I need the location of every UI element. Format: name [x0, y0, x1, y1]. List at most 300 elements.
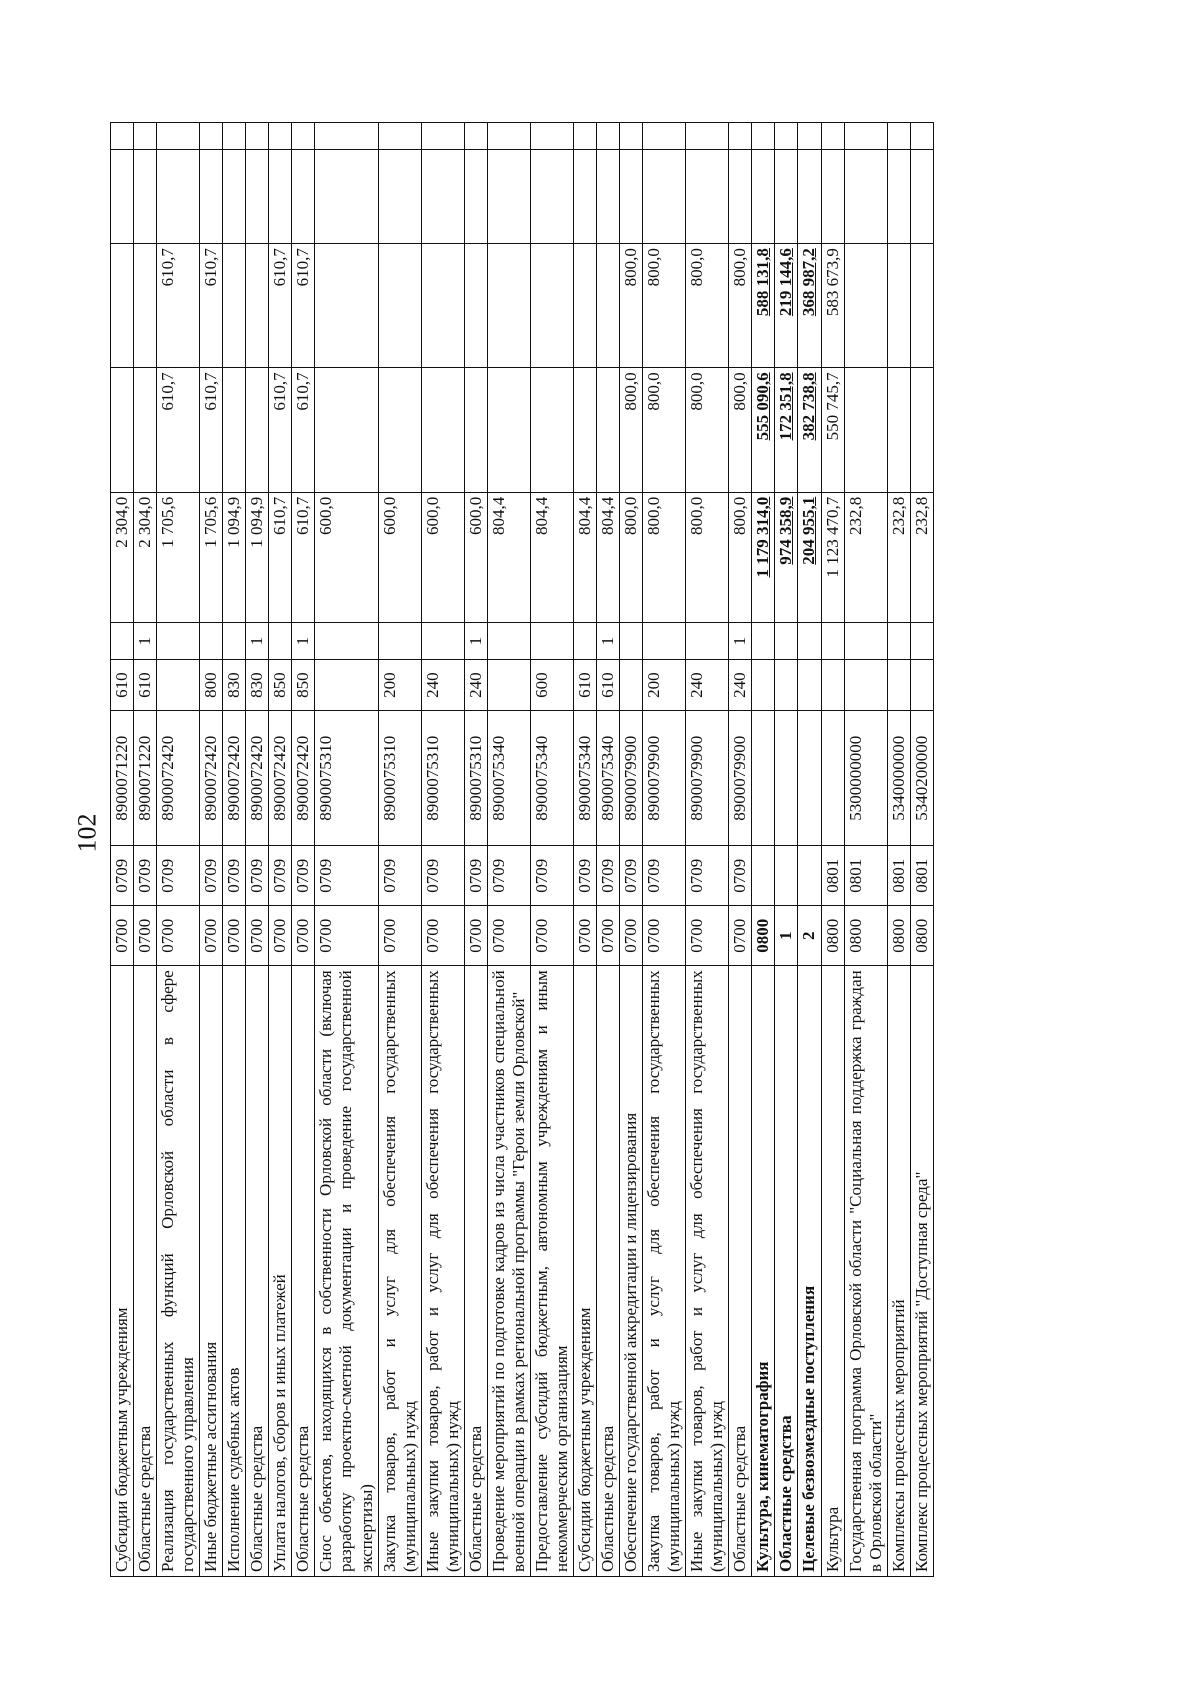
- cell-amount-year2: 172 351,8: [775, 368, 798, 492]
- cell-name: Иные бюджетные ассигнования: [200, 966, 223, 1577]
- cell-amount-year2: [573, 368, 596, 492]
- cell-name: Областные средства: [775, 966, 798, 1577]
- cell-razdel: 0700: [530, 906, 573, 966]
- cell-amount-year1: 800,0: [686, 492, 729, 623]
- cell-source: [421, 623, 464, 659]
- cell-empty: [530, 123, 573, 150]
- table-row: [134, 123, 157, 1577]
- cell-razdel: 0800: [887, 906, 910, 966]
- cell-amount-year3: [910, 244, 933, 368]
- cell-empty: [729, 123, 752, 150]
- table-row: [200, 123, 223, 1577]
- cell-name: Целевые безвозмездные поступления: [798, 966, 821, 1577]
- cell-expense-type: [752, 659, 775, 710]
- cell-source: [223, 623, 246, 659]
- cell-source: [887, 623, 910, 659]
- cell-name: Реализация государственных функций Орловской области в сфере государственного управления: [157, 966, 200, 1577]
- cell-razdel: 0700: [729, 906, 752, 966]
- cell-amount-year2: [315, 368, 378, 492]
- table-row: [111, 123, 134, 1577]
- cell-razdel: 0700: [421, 906, 464, 966]
- cell-razdel: 0700: [464, 906, 487, 966]
- cell-name: Субсидии бюджетным учреждениям: [573, 966, 596, 1577]
- cell-amount-year1: 804,4: [597, 492, 620, 623]
- cell-source: 1: [134, 623, 157, 659]
- cell-razdel: 0700: [686, 906, 729, 966]
- cell-expense-type: [487, 659, 530, 710]
- table-row: [752, 123, 775, 1577]
- cell-source: [775, 623, 798, 659]
- cell-podrazdel: 0709: [597, 846, 620, 906]
- cell-amount-year1: 800,0: [620, 492, 643, 623]
- cell-target-article: 8900079900: [620, 711, 643, 846]
- cell-source: [752, 623, 775, 659]
- cell-name: Комплекс процессных мероприятий "Доступная среда": [910, 966, 933, 1577]
- cell-razdel: 0700: [157, 906, 200, 966]
- cell-razdel: 0700: [223, 906, 246, 966]
- cell-target-article: 8900079900: [686, 711, 729, 846]
- cell-empty: [844, 149, 887, 243]
- cell-source: 1: [729, 623, 752, 659]
- cell-name: Областные средства: [597, 966, 620, 1577]
- cell-source: [200, 623, 223, 659]
- cell-target-article: 8900071220: [134, 711, 157, 846]
- cell-razdel: 0800: [821, 906, 844, 966]
- cell-amount-year1: 974 358,9: [775, 492, 798, 623]
- cell-amount-year2: [910, 368, 933, 492]
- cell-name: Предоставление субсидий бюджетным, автономным учреждениям и иным некоммерческим организациям: [530, 966, 573, 1577]
- cell-amount-year1: 600,0: [315, 492, 378, 623]
- cell-target-article: 8900072420: [200, 711, 223, 846]
- cell-source: [111, 623, 134, 659]
- cell-empty: [887, 149, 910, 243]
- cell-target-article: 8900071220: [111, 711, 134, 846]
- cell-name: Областные средства: [134, 966, 157, 1577]
- table-row: [729, 123, 752, 1577]
- cell-amount-year3: [573, 244, 596, 368]
- cell-empty: [910, 149, 933, 243]
- table-row: [573, 123, 596, 1577]
- cell-name: Культура, кинематография: [752, 966, 775, 1577]
- cell-expense-type: 240: [729, 659, 752, 710]
- cell-empty: [686, 123, 729, 150]
- cell-amount-year3: [134, 244, 157, 368]
- cell-amount-year1: 1 179 314,0: [752, 492, 775, 623]
- table-row: [643, 123, 686, 1577]
- table-row: [223, 123, 246, 1577]
- cell-podrazdel: 0709: [157, 846, 200, 906]
- cell-amount-year3: 610,7: [269, 244, 292, 368]
- cell-empty: [111, 149, 134, 243]
- cell-target-article: 8900072420: [292, 711, 315, 846]
- cell-amount-year3: 219 144,6: [775, 244, 798, 368]
- cell-amount-year3: 800,0: [620, 244, 643, 368]
- cell-name: Проведение мероприятий по подготовке кадров из числа участников специальной военной операции в рамках региональной программы "Герои земли Орловской": [487, 966, 530, 1577]
- cell-target-article: [775, 711, 798, 846]
- cell-empty: [223, 149, 246, 243]
- cell-amount-year1: 610,7: [269, 492, 292, 623]
- cell-target-article: [752, 711, 775, 846]
- table-row: [775, 123, 798, 1577]
- cell-razdel: 0700: [597, 906, 620, 966]
- cell-empty: [246, 149, 269, 243]
- cell-source: [573, 623, 596, 659]
- cell-amount-year2: [844, 368, 887, 492]
- table-row: [844, 123, 887, 1577]
- cell-name: Государственная программа Орловской области "Социальная поддержка граждан в Орловской области": [844, 966, 887, 1577]
- cell-razdel: 0700: [573, 906, 596, 966]
- cell-expense-type: 800: [200, 659, 223, 710]
- cell-razdel: 0700: [620, 906, 643, 966]
- cell-name: Комплексы процессных мероприятий: [887, 966, 910, 1577]
- cell-amount-year3: [597, 244, 620, 368]
- cell-podrazdel: 0709: [246, 846, 269, 906]
- cell-podrazdel: 0709: [620, 846, 643, 906]
- cell-empty: [729, 149, 752, 243]
- table-row: [157, 123, 200, 1577]
- cell-razdel: 0700: [269, 906, 292, 966]
- cell-amount-year1: 1 094,9: [223, 492, 246, 623]
- cell-razdel: 0700: [378, 906, 421, 966]
- cell-razdel: 0800: [910, 906, 933, 966]
- cell-empty: [157, 123, 200, 150]
- cell-amount-year3: [530, 244, 573, 368]
- cell-name: Субсидии бюджетным учреждениям: [111, 966, 134, 1577]
- cell-podrazdel: 0709: [378, 846, 421, 906]
- cell-name: Культура: [821, 966, 844, 1577]
- cell-name: Закупка товаров, работ и услуг для обеспечения государственных (муниципальных) нужд: [378, 966, 421, 1577]
- table-row: [487, 123, 530, 1577]
- cell-expense-type: [775, 659, 798, 710]
- cell-target-article: [798, 711, 821, 846]
- cell-target-article: 8900075310: [315, 711, 378, 846]
- cell-source: [269, 623, 292, 659]
- cell-amount-year1: 1 705,6: [200, 492, 223, 623]
- cell-target-article: 8900079900: [729, 711, 752, 846]
- cell-amount-year3: 800,0: [686, 244, 729, 368]
- budget-table-rotated: [110, 122, 1000, 1577]
- cell-amount-year3: 800,0: [729, 244, 752, 368]
- cell-podrazdel: [775, 846, 798, 906]
- cell-empty: [378, 149, 421, 243]
- cell-expense-type: 830: [246, 659, 269, 710]
- cell-empty: [686, 149, 729, 243]
- cell-target-article: 8900075310: [464, 711, 487, 846]
- cell-empty: [269, 149, 292, 243]
- cell-amount-year3: [844, 244, 887, 368]
- table-row: [421, 123, 464, 1577]
- cell-amount-year2: 550 745,7: [821, 368, 844, 492]
- cell-expense-type: 610: [111, 659, 134, 710]
- cell-amount-year2: 610,7: [292, 368, 315, 492]
- cell-razdel: 0700: [643, 906, 686, 966]
- cell-empty: [887, 123, 910, 150]
- cell-expense-type: 240: [464, 659, 487, 710]
- cell-amount-year3: [421, 244, 464, 368]
- cell-amount-year1: 204 955,1: [798, 492, 821, 623]
- cell-razdel: 0700: [292, 906, 315, 966]
- cell-razdel: 1: [775, 906, 798, 966]
- cell-podrazdel: [752, 846, 775, 906]
- cell-podrazdel: 0801: [844, 846, 887, 906]
- cell-amount-year3: [111, 244, 134, 368]
- cell-amount-year3: 588 131,8: [752, 244, 775, 368]
- cell-empty: [246, 123, 269, 150]
- cell-empty: [752, 149, 775, 243]
- cell-source: [643, 623, 686, 659]
- page-number: 102: [72, 813, 102, 853]
- cell-empty: [844, 123, 887, 150]
- cell-source: [487, 623, 530, 659]
- cell-empty: [157, 149, 200, 243]
- cell-source: [530, 623, 573, 659]
- cell-expense-type: 240: [686, 659, 729, 710]
- cell-empty: [487, 149, 530, 243]
- cell-empty: [315, 123, 378, 150]
- cell-amount-year2: [134, 368, 157, 492]
- cell-podrazdel: 0709: [686, 846, 729, 906]
- cell-source: [821, 623, 844, 659]
- cell-amount-year2: [487, 368, 530, 492]
- cell-empty: [597, 149, 620, 243]
- table-row: [686, 123, 729, 1577]
- cell-target-article: [821, 711, 844, 846]
- cell-expense-type: 200: [643, 659, 686, 710]
- cell-podrazdel: 0709: [530, 846, 573, 906]
- table-row: [378, 123, 421, 1577]
- cell-target-article: 8900072420: [223, 711, 246, 846]
- table-row: [620, 123, 643, 1577]
- cell-empty: [573, 123, 596, 150]
- cell-razdel: 0700: [134, 906, 157, 966]
- cell-empty: [620, 149, 643, 243]
- cell-amount-year1: 804,4: [487, 492, 530, 623]
- cell-empty: [775, 149, 798, 243]
- cell-amount-year2: 800,0: [643, 368, 686, 492]
- cell-amount-year1: 1 094,9: [246, 492, 269, 623]
- cell-empty: [775, 123, 798, 150]
- cell-amount-year3: [246, 244, 269, 368]
- cell-amount-year1: 600,0: [421, 492, 464, 623]
- cell-empty: [573, 149, 596, 243]
- cell-amount-year2: [111, 368, 134, 492]
- cell-amount-year2: 610,7: [269, 368, 292, 492]
- budget-table: [110, 122, 934, 1577]
- cell-amount-year2: [421, 368, 464, 492]
- cell-source: [844, 623, 887, 659]
- cell-expense-type: 850: [292, 659, 315, 710]
- table-row: [798, 123, 821, 1577]
- cell-target-article: 5340000000: [887, 711, 910, 846]
- table-row: [821, 123, 844, 1577]
- cell-empty: [620, 123, 643, 150]
- cell-empty: [315, 149, 378, 243]
- table-row: [269, 123, 292, 1577]
- cell-podrazdel: 0709: [315, 846, 378, 906]
- cell-source: [157, 623, 200, 659]
- cell-amount-year2: [464, 368, 487, 492]
- cell-podrazdel: 0801: [887, 846, 910, 906]
- cell-expense-type: [157, 659, 200, 710]
- cell-razdel: 2: [798, 906, 821, 966]
- cell-empty: [223, 123, 246, 150]
- cell-amount-year3: [378, 244, 421, 368]
- cell-amount-year3: 610,7: [292, 244, 315, 368]
- cell-name: Иные закупки товаров, работ и услуг для обеспечения государственных (муниципальных) нужд: [421, 966, 464, 1577]
- cell-empty: [200, 123, 223, 150]
- cell-empty: [292, 123, 315, 150]
- cell-razdel: 0700: [111, 906, 134, 966]
- cell-amount-year2: [887, 368, 910, 492]
- cell-amount-year2: 800,0: [620, 368, 643, 492]
- table-row: [246, 123, 269, 1577]
- cell-target-article: 5340200000: [910, 711, 933, 846]
- table-row: [910, 123, 933, 1577]
- cell-amount-year1: 610,7: [292, 492, 315, 623]
- cell-empty: [464, 149, 487, 243]
- cell-source: [798, 623, 821, 659]
- cell-amount-year2: 800,0: [686, 368, 729, 492]
- cell-source: 1: [246, 623, 269, 659]
- cell-podrazdel: 0709: [421, 846, 464, 906]
- cell-expense-type: [887, 659, 910, 710]
- cell-razdel: 0700: [246, 906, 269, 966]
- cell-amount-year2: 555 090,6: [752, 368, 775, 492]
- cell-amount-year1: 804,4: [530, 492, 573, 623]
- cell-name: Снос объектов, находящихся в собственности Орловской области (включая разработку проектно-сметной документации и проведение государственной экспертизы): [315, 966, 378, 1577]
- cell-empty: [530, 149, 573, 243]
- cell-empty: [200, 149, 223, 243]
- cell-empty: [643, 149, 686, 243]
- cell-empty: [292, 149, 315, 243]
- cell-expense-type: 830: [223, 659, 246, 710]
- cell-source: [378, 623, 421, 659]
- cell-name: Обеспечение государственной аккредитации и лицензирования: [620, 966, 643, 1577]
- cell-expense-type: [315, 659, 378, 710]
- cell-target-article: 8900079900: [643, 711, 686, 846]
- cell-target-article: 8900075310: [421, 711, 464, 846]
- cell-expense-type: [798, 659, 821, 710]
- cell-amount-year1: 600,0: [378, 492, 421, 623]
- cell-empty: [269, 123, 292, 150]
- cell-name: Исполнение судебных актов: [223, 966, 246, 1577]
- cell-podrazdel: 0709: [223, 846, 246, 906]
- cell-source: [620, 623, 643, 659]
- cell-podrazdel: 0709: [111, 846, 134, 906]
- cell-source: 1: [597, 623, 620, 659]
- cell-amount-year2: 382 738,8: [798, 368, 821, 492]
- cell-expense-type: 610: [597, 659, 620, 710]
- table-row: [597, 123, 620, 1577]
- cell-empty: [798, 123, 821, 150]
- cell-empty: [821, 123, 844, 150]
- cell-source: [910, 623, 933, 659]
- cell-expense-type: 200: [378, 659, 421, 710]
- cell-name: Областные средства: [292, 966, 315, 1577]
- cell-amount-year3: [464, 244, 487, 368]
- cell-empty: [752, 123, 775, 150]
- cell-razdel: 0700: [200, 906, 223, 966]
- cell-source: [686, 623, 729, 659]
- cell-amount-year1: 232,8: [844, 492, 887, 623]
- cell-razdel: 0800: [844, 906, 887, 966]
- cell-podrazdel: [798, 846, 821, 906]
- cell-expense-type: [620, 659, 643, 710]
- table-row: [530, 123, 573, 1577]
- cell-name: Иные закупки товаров, работ и услуг для обеспечения государственных (муниципальных) нужд: [686, 966, 729, 1577]
- cell-target-article: 8900072420: [246, 711, 269, 846]
- cell-razdel: 0700: [315, 906, 378, 966]
- cell-target-article: 8900075340: [530, 711, 573, 846]
- cell-expense-type: 610: [134, 659, 157, 710]
- cell-amount-year3: 583 673,9: [821, 244, 844, 368]
- cell-expense-type: [844, 659, 887, 710]
- cell-razdel: 0700: [487, 906, 530, 966]
- cell-podrazdel: 0709: [200, 846, 223, 906]
- table-row: [887, 123, 910, 1577]
- cell-amount-year1: 600,0: [464, 492, 487, 623]
- cell-amount-year2: [530, 368, 573, 492]
- cell-name: Областные средства: [246, 966, 269, 1577]
- cell-podrazdel: 0801: [821, 846, 844, 906]
- cell-target-article: 8900072420: [157, 711, 200, 846]
- cell-expense-type: 600: [530, 659, 573, 710]
- cell-amount-year1: 232,8: [887, 492, 910, 623]
- cell-amount-year2: [223, 368, 246, 492]
- cell-expense-type: [821, 659, 844, 710]
- cell-amount-year2: 610,7: [157, 368, 200, 492]
- table-row: [315, 123, 378, 1577]
- cell-amount-year2: [378, 368, 421, 492]
- cell-amount-year3: [315, 244, 378, 368]
- cell-amount-year2: 800,0: [729, 368, 752, 492]
- cell-podrazdel: 0709: [487, 846, 530, 906]
- cell-razdel: 0800: [752, 906, 775, 966]
- table-row: [464, 123, 487, 1577]
- cell-target-article: 5300000000: [844, 711, 887, 846]
- cell-amount-year3: 800,0: [643, 244, 686, 368]
- cell-target-article: 8900075340: [573, 711, 596, 846]
- cell-empty: [798, 149, 821, 243]
- cell-amount-year2: [246, 368, 269, 492]
- cell-empty: [643, 123, 686, 150]
- cell-source: 1: [292, 623, 315, 659]
- cell-empty: [134, 123, 157, 150]
- cell-name: Областные средства: [729, 966, 752, 1577]
- cell-empty: [910, 123, 933, 150]
- cell-amount-year2: [597, 368, 620, 492]
- cell-podrazdel: 0709: [292, 846, 315, 906]
- cell-amount-year3: 610,7: [200, 244, 223, 368]
- cell-amount-year3: 610,7: [157, 244, 200, 368]
- cell-source: 1: [464, 623, 487, 659]
- cell-podrazdel: 0709: [269, 846, 292, 906]
- cell-target-article: 8900075310: [378, 711, 421, 846]
- cell-empty: [597, 123, 620, 150]
- cell-amount-year1: 232,8: [910, 492, 933, 623]
- cell-expense-type: 240: [421, 659, 464, 710]
- cell-empty: [421, 149, 464, 243]
- cell-podrazdel: 0709: [573, 846, 596, 906]
- cell-amount-year3: 368 987,2: [798, 244, 821, 368]
- cell-amount-year1: 2 304,0: [134, 492, 157, 623]
- cell-empty: [134, 149, 157, 243]
- cell-empty: [464, 123, 487, 150]
- cell-expense-type: [910, 659, 933, 710]
- cell-amount-year2: 610,7: [200, 368, 223, 492]
- cell-name: Закупка товаров, работ и услуг для обеспечения государственных (муниципальных) нужд: [643, 966, 686, 1577]
- cell-target-article: 8900072420: [269, 711, 292, 846]
